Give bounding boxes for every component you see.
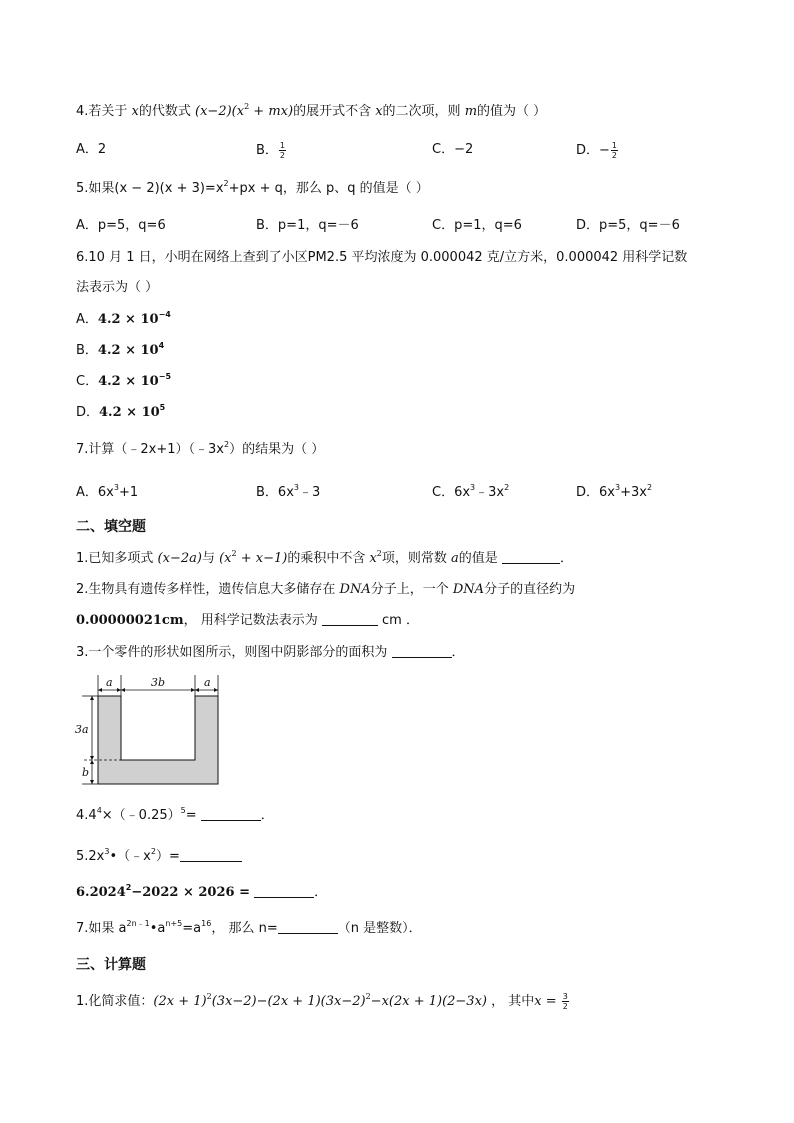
answer-blank[interactable] — [392, 645, 452, 658]
fill-question-3: 3.一个零件的形状如图所示，则图中阴影部分的面积为 ． — [76, 645, 465, 660]
label-3b: 3b — [151, 676, 166, 689]
q4-option-d[interactable]: D．− $\frac{1}{2}$ — [576, 141, 618, 160]
question-6-line2: 法表示为（ ） — [76, 280, 159, 295]
fraction: $\frac{1}{2}$ — [279, 141, 286, 160]
section-title-fill-in: 二、填空题 — [76, 519, 146, 535]
fill-question-6: $6.2024^2-2022 \times 2026$ = ． — [76, 883, 328, 900]
fill-question-5: $5.2x^3•(﹣x^2)=$ — [76, 848, 242, 866]
q6-option-b[interactable]: B．$4.2 \times 10^4$ — [76, 341, 165, 358]
fill-question-2-line2: 0.00000021cm， 用科学记数法表示为 cm ． — [76, 613, 419, 628]
calc-question-1: 1.化简求值：$(2x + 1)^2(3x-2)-(2x + 1)(3x-2)^2-x(2x + 1)(2-3x)$ ， 其中x = $\frac{3}{2}$ — [76, 992, 568, 1011]
q4-option-c[interactable]: C．−2 — [432, 142, 474, 157]
q5-option-a[interactable]: A．p=5，q=6 — [76, 218, 166, 233]
answer-blank[interactable] — [180, 849, 242, 862]
answer-blank[interactable] — [254, 885, 314, 898]
label-b: b — [82, 766, 90, 779]
label-a-right: a — [204, 676, 211, 689]
q4-option-b[interactable]: B． $\frac{1}{2}$ — [256, 141, 286, 160]
fill-question-7: 7.如果 $a^{2n﹣1}•a^{n+5}=a^{16}$， 那么 n= （n 是整数）． — [76, 919, 422, 936]
answer-blank[interactable] — [502, 551, 560, 564]
fraction: $\frac{3}{2}$ — [562, 992, 568, 1011]
answer-blank[interactable] — [278, 921, 338, 934]
q6-option-a[interactable]: A．$4.2 \times 10^{-4}$ — [76, 310, 171, 327]
q7-option-d[interactable]: D．$6x^3+3x^2$ — [576, 483, 653, 500]
q6-option-c[interactable]: C．$4.2 \times 10^{-5}$ — [76, 372, 172, 389]
q4-option-a[interactable]: A．2 — [76, 142, 107, 157]
fill-question-2-line1: 2.生物具有遗传多样性，遗传信息大多储存在 DNA分子上，一个 DNA分子的直径约为 — [76, 582, 576, 597]
label-a-left: a — [106, 676, 113, 689]
q5-option-b[interactable]: B．p=1，q=－6 — [256, 218, 359, 233]
q6-option-d[interactable]: D．$4.2 \times 10^5$ — [76, 403, 166, 420]
fill-question-4: $4.4^4\times(﹣0.25)^5=$ ． — [76, 806, 274, 823]
question-5-stem: 5.如果$(x - 2)(x + 3)=x^2+px + q$，那么 p、q 的值是（ ） — [76, 179, 429, 196]
shaded-region — [98, 696, 218, 784]
fill-question-1: 1.已知多项式 (x−2a)与 $(x^2 + x-1)$的乘积中不含 $x^2$项，则常数 a的值是 ． — [76, 549, 573, 566]
q7-option-b[interactable]: B．$6x^3﹣3$ — [256, 483, 321, 500]
section-title-calculation: 三、计算题 — [76, 957, 146, 973]
q5-option-c[interactable]: C．p=1，q=6 — [432, 218, 522, 233]
q5-option-d[interactable]: D．p=5，q=－6 — [576, 218, 680, 233]
fraction: $\frac{1}{2}$ — [611, 141, 618, 160]
question-4-stem: 4.若关于 x的代数式 $(x-2)(x^2 + mx)$的展开式不含 x的二次项，则 m的值为（ ） — [76, 102, 547, 119]
q7-option-a[interactable]: A．$6x^3+1$ — [76, 483, 139, 500]
answer-blank[interactable] — [322, 613, 378, 626]
q7-option-c[interactable]: C．$6x^3﹣3x^2$ — [432, 483, 510, 500]
part-shape-figure — [74, 672, 224, 790]
label-3a: 3a — [75, 723, 89, 736]
question-6-line1: 6.10 月 1 日，小明在网络上查到了小区PM2.5 平均浓度为 0.000042 克/立方米，0.000042 用科学记数 — [76, 250, 688, 265]
question-7-stem: 7.计算$(﹣2x+1)(﹣3x^2)$的结果为（ ） — [76, 440, 325, 457]
answer-blank[interactable] — [201, 808, 261, 821]
